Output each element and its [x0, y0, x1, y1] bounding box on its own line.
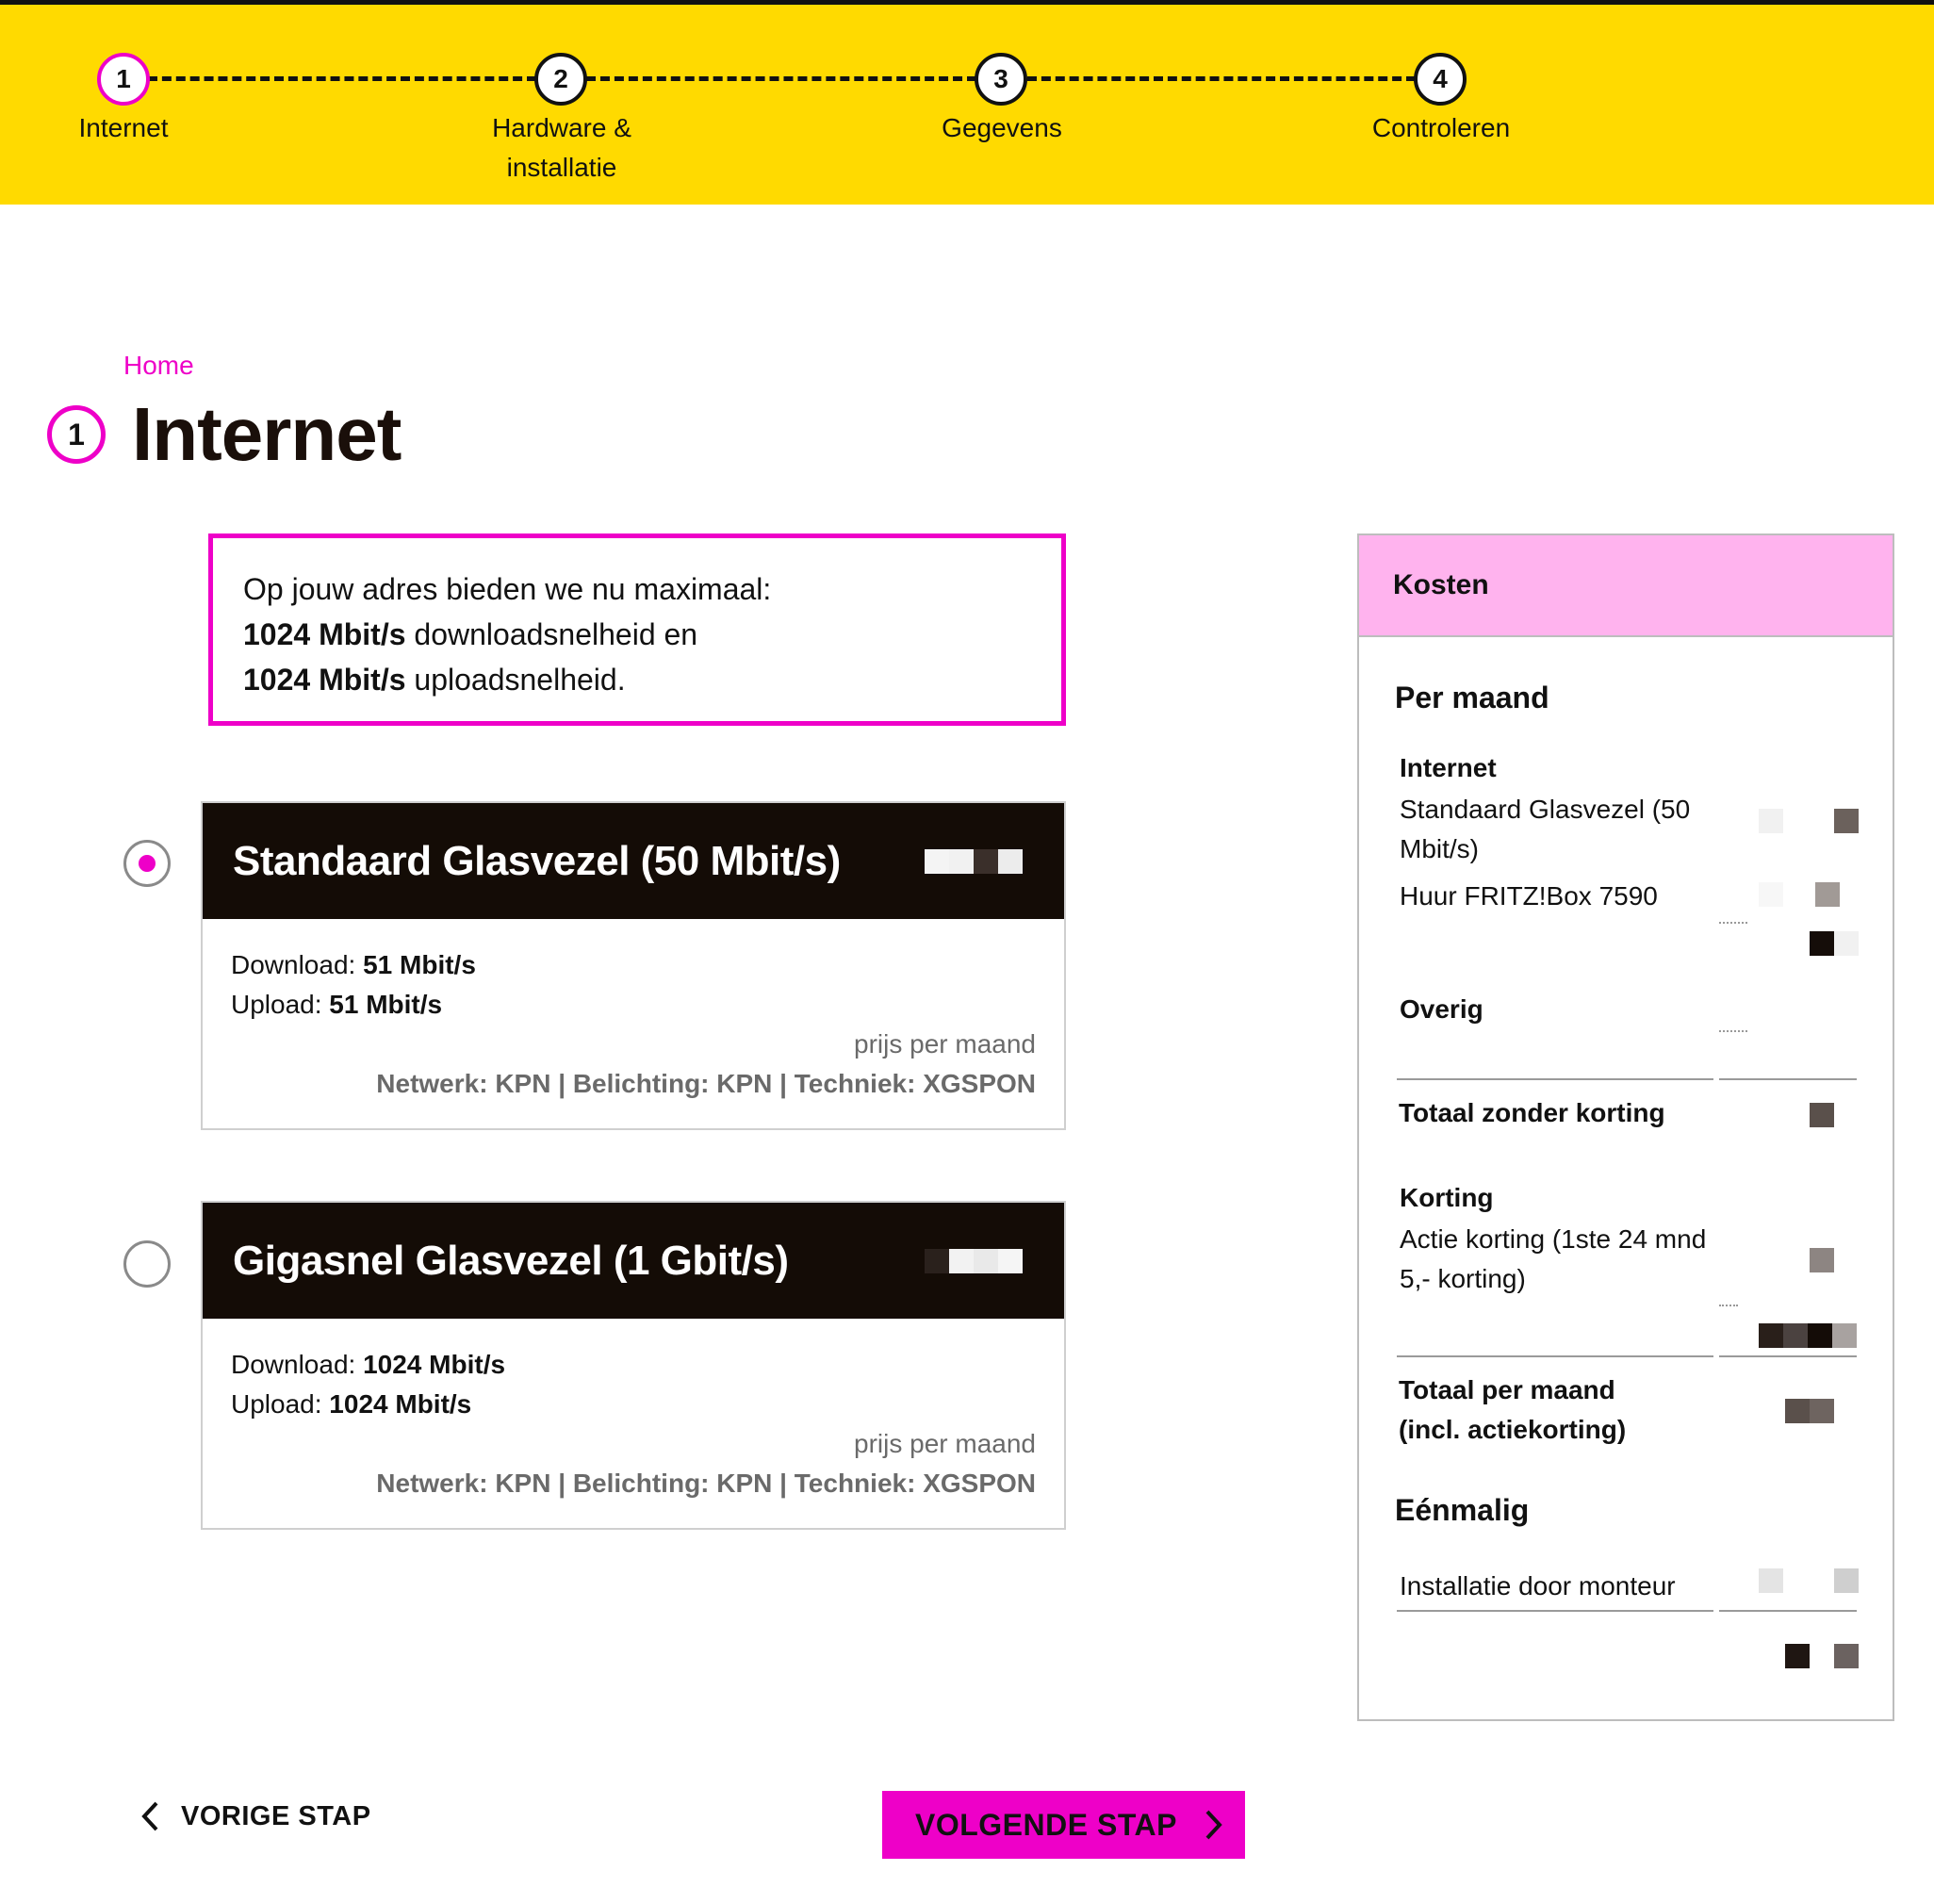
costs-panel — [1357, 533, 1894, 1721]
plan-download — [231, 1345, 1036, 1385]
notice-download-line — [243, 612, 1031, 657]
plan-upload — [231, 1385, 1036, 1424]
total-without-discount-label: Totaal zonder korting — [1399, 1098, 1665, 1127]
plan-gigasnel-radio[interactable] — [123, 1240, 171, 1288]
chevron-right-icon — [1204, 1809, 1224, 1841]
discount-item: Actie korting (1ste 24 mnd 5,- korting) — [1400, 1224, 1707, 1293]
plan-upload — [231, 985, 1036, 1025]
notice-intro: Op jouw adres bieden we nu maximaal: — [243, 572, 772, 606]
plan-card-standard[interactable] — [201, 801, 1066, 1130]
step-4-label: Controleren — [1371, 113, 1511, 142]
price-caption: prijs per maand — [854, 1029, 1036, 1059]
plan-standard-radio[interactable] — [123, 840, 171, 887]
next-step-button[interactable] — [882, 1791, 1245, 1859]
download-value: 1024 Mbit/s — [363, 1350, 506, 1379]
price-redacted — [1759, 1323, 1783, 1348]
page-title: Internet — [132, 392, 402, 476]
divider — [1719, 1355, 1857, 1357]
discount-heading: Korting — [1400, 1183, 1494, 1212]
stepper-connector — [586, 76, 976, 81]
upload-label: Upload: — [231, 990, 330, 1019]
plan-download — [231, 945, 1036, 985]
installation-item: Installatie door monteur — [1400, 1571, 1676, 1600]
breadcrumb-home-link[interactable]: Home — [123, 351, 194, 380]
internet-item: Standaard Glasvezel (50 Mbit/s) — [1400, 795, 1691, 863]
step-2-label: Hardware & installatie — [492, 113, 631, 182]
price-redacted — [1832, 1323, 1857, 1348]
price-redacted — [1759, 809, 1783, 833]
router-item: Huur FRITZ!Box 7590 — [1400, 881, 1658, 911]
previous-step-label: VORIGE STAP — [181, 1800, 371, 1831]
price-redacted — [1808, 1323, 1832, 1348]
notice-download-speed: 1024 Mbit/s — [243, 617, 406, 651]
chevron-left-icon — [139, 1800, 160, 1832]
divider — [1397, 1610, 1713, 1612]
price-redacted — [1815, 882, 1840, 907]
plan-card-header — [203, 1203, 1064, 1319]
dotted-leader — [1719, 922, 1747, 924]
upload-value: 51 Mbit/s — [329, 990, 443, 1019]
plan-card-header — [203, 803, 1064, 919]
upload-value: 1024 Mbit/s — [329, 1389, 472, 1419]
other-heading: Overig — [1400, 994, 1483, 1024]
upload-label: Upload: — [231, 1389, 330, 1419]
plan-card-body — [203, 1319, 1064, 1528]
divider — [1397, 1355, 1713, 1357]
dotted-leader — [1719, 1030, 1747, 1032]
notice-upload-text: uploadsnelheid. — [405, 663, 626, 697]
divider — [1719, 1610, 1857, 1612]
previous-step-button[interactable] — [139, 1800, 371, 1832]
step-2-indicator[interactable]: 2 — [534, 53, 587, 106]
divider — [1397, 1078, 1713, 1080]
notice-download-text: downloadsnelheid en — [405, 617, 698, 651]
total-per-month-label: Totaal per maand (incl. actiekorting) — [1399, 1375, 1627, 1444]
per-month-heading: Per maand — [1395, 681, 1549, 714]
divider — [1719, 1078, 1857, 1080]
plan-card-gigasnel[interactable] — [201, 1201, 1066, 1530]
download-label: Download: — [231, 950, 364, 979]
costs-title: Kosten — [1359, 535, 1893, 637]
stepper-connector — [148, 76, 536, 81]
plan-tech-info: Netwerk: KPN | Belichting: KPN | Techniek: XGSPON — [376, 1069, 1036, 1098]
notice-upload-line — [243, 657, 1031, 702]
price-redacted — [1810, 931, 1834, 956]
price-redacted — [1785, 1644, 1810, 1668]
one-time-heading: Eénmalig — [1395, 1493, 1530, 1527]
step-1-label: Internet — [78, 113, 169, 142]
notice-upload-speed: 1024 Mbit/s — [243, 663, 406, 697]
internet-heading: Internet — [1400, 753, 1497, 782]
step-1-indicator[interactable]: 1 — [97, 53, 150, 106]
price-redacted — [1834, 1644, 1859, 1668]
price-redacted — [1834, 1568, 1859, 1593]
plan-price-redacted — [925, 849, 1023, 874]
progress-stepper — [0, 0, 1934, 205]
download-label: Download: — [231, 1350, 364, 1379]
price-redacted — [1783, 1323, 1808, 1348]
price-redacted — [1810, 1103, 1834, 1127]
price-caption: prijs per maand — [854, 1429, 1036, 1458]
plan-price-redacted — [925, 1249, 1023, 1273]
price-redacted — [1785, 1399, 1810, 1423]
stepper-connector — [1027, 76, 1416, 81]
plan-name: Gigasnel Glasvezel (1 Gbit/s) — [233, 1237, 789, 1284]
plan-tech-info: Netwerk: KPN | Belichting: KPN | Techniek: XGSPON — [376, 1469, 1036, 1498]
price-redacted — [1759, 1568, 1783, 1593]
step-4-indicator[interactable]: 4 — [1414, 53, 1467, 106]
page-step-badge: 1 — [47, 405, 106, 464]
step-3-label: Gegevens — [942, 113, 1062, 142]
dotted-leader — [1719, 1305, 1738, 1306]
next-step-label: VOLGENDE STAP — [915, 1807, 1177, 1842]
step-3-indicator[interactable]: 3 — [975, 53, 1027, 106]
price-redacted — [1834, 931, 1859, 956]
download-value: 51 Mbit/s — [363, 950, 476, 979]
price-redacted — [1810, 1248, 1834, 1272]
price-redacted — [1810, 1399, 1834, 1423]
plan-name: Standaard Glasvezel (50 Mbit/s) — [233, 837, 841, 884]
plan-card-body — [203, 919, 1064, 1128]
price-redacted — [1759, 882, 1783, 907]
max-speed-notice — [208, 533, 1066, 726]
price-redacted — [1834, 809, 1859, 833]
